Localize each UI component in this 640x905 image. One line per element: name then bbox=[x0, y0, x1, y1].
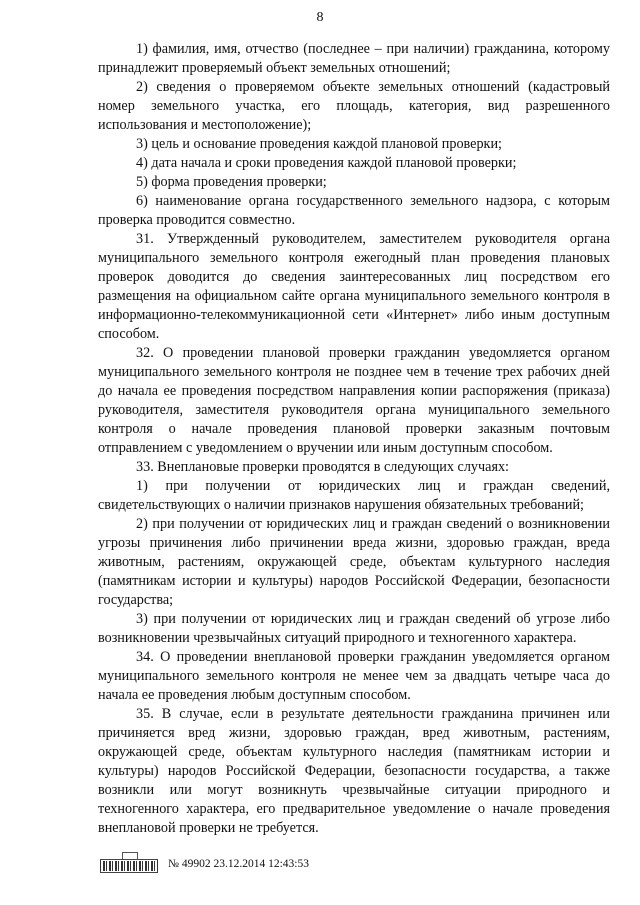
footer bbox=[100, 850, 309, 878]
page-number: 8 bbox=[316, 10, 324, 25]
paragraph-item-3: 3) цель и основание проведения каждой плановой проверки; bbox=[136, 136, 502, 152]
barcode-stamp-icon bbox=[100, 852, 158, 876]
paragraph-33-item-2: 2) при получении от юридических лиц и граждан сведений о возникновении угрозы причинения либо причинении вреда жизни, здоровью граждан, вреда животным, растениям, окружающей среде, объектам культурного наследия (памятникам истории и культуры) народов Российской Федерации, безопасности государства; bbox=[98, 516, 610, 608]
paragraph-item-6: 6) наименование органа государственного земельного надзора, с которым проверка проводится совместно. bbox=[98, 193, 610, 228]
paragraph-33-item-1: 1) при получении от юридических лиц и граждан сведений, свидетельствующих о наличии признаков нарушения обязательных требований; bbox=[98, 478, 610, 513]
paragraph-item-5: 5) форма проведения проверки; bbox=[136, 174, 327, 190]
paragraph-32: 32. О проведении плановой проверки гражданин уведомляется органом муниципального земельного контроля не позднее чем в течение трех рабочих дней до начала ее проведения посредством направления копии распоряжения (приказа) руководителя, заместителя руководителя органа муниципального земельного контроля о начале проведения плановой проверки заказным почтовым отправлением с уведомлением о вручении или иным доступным способом. bbox=[98, 345, 610, 456]
paragraph-item-2: 2) сведения о проверяемом объекте земельных отношений (кадастровый номер земельного участка, его площадь, категория, вид разрешенного использования и местоположение); bbox=[98, 79, 610, 133]
paragraph-33: 33. Внеплановые проверки проводятся в следующих случаях: bbox=[136, 459, 510, 475]
paragraph-31: 31. Утвержденный руководителем, заместителем руководителя органа муниципального земельного контроля ежегодный план проведения плановых проверок доводится до сведения заинтересованных лиц посредством его размещения на официальном сайте органа муниципального земельного контроля в информационно-телекоммуникационной сети «Интернет» либо иным доступным способом. bbox=[98, 231, 610, 342]
paragraph-33-item-3: 3) при получении от юридических лиц и граждан сведений об угрозе либо возникновении чрезвычайных ситуаций природного и техногенного характера. bbox=[98, 611, 610, 646]
document-registration-info: № 49902 23.12.2014 12:43:53 bbox=[168, 858, 309, 870]
paragraph-item-4: 4) дата начала и сроки проведения каждой плановой проверки; bbox=[136, 155, 517, 171]
paragraph-35: 35. В случае, если в результате деятельности гражданина причинен или причиняется вред жизни, здоровью граждан, вред животным, растениям, окружающей среде, объектам культурного наследия (памятникам истории и культуры) народов Российской Федерации, безопасности государства, а также возникли или могут возникнуть чрезвычайные ситуации природного и техногенного характера, его предварительное уведомление о начале проведения внеплановой проверки не требуется. bbox=[98, 706, 610, 836]
paragraph-34: 34. О проведении внеплановой проверки гражданин уведомляется органом муниципального земельного контроля не менее чем за двадцать четыре часа до начала ее проведения любым доступным способом. bbox=[98, 649, 610, 703]
document-body bbox=[98, 40, 610, 838]
paragraph-item-1: 1) фамилия, имя, отчество (последнее – при наличии) гражданина, которому принадлежит проверяемый объект земельных отношений; bbox=[98, 41, 610, 76]
